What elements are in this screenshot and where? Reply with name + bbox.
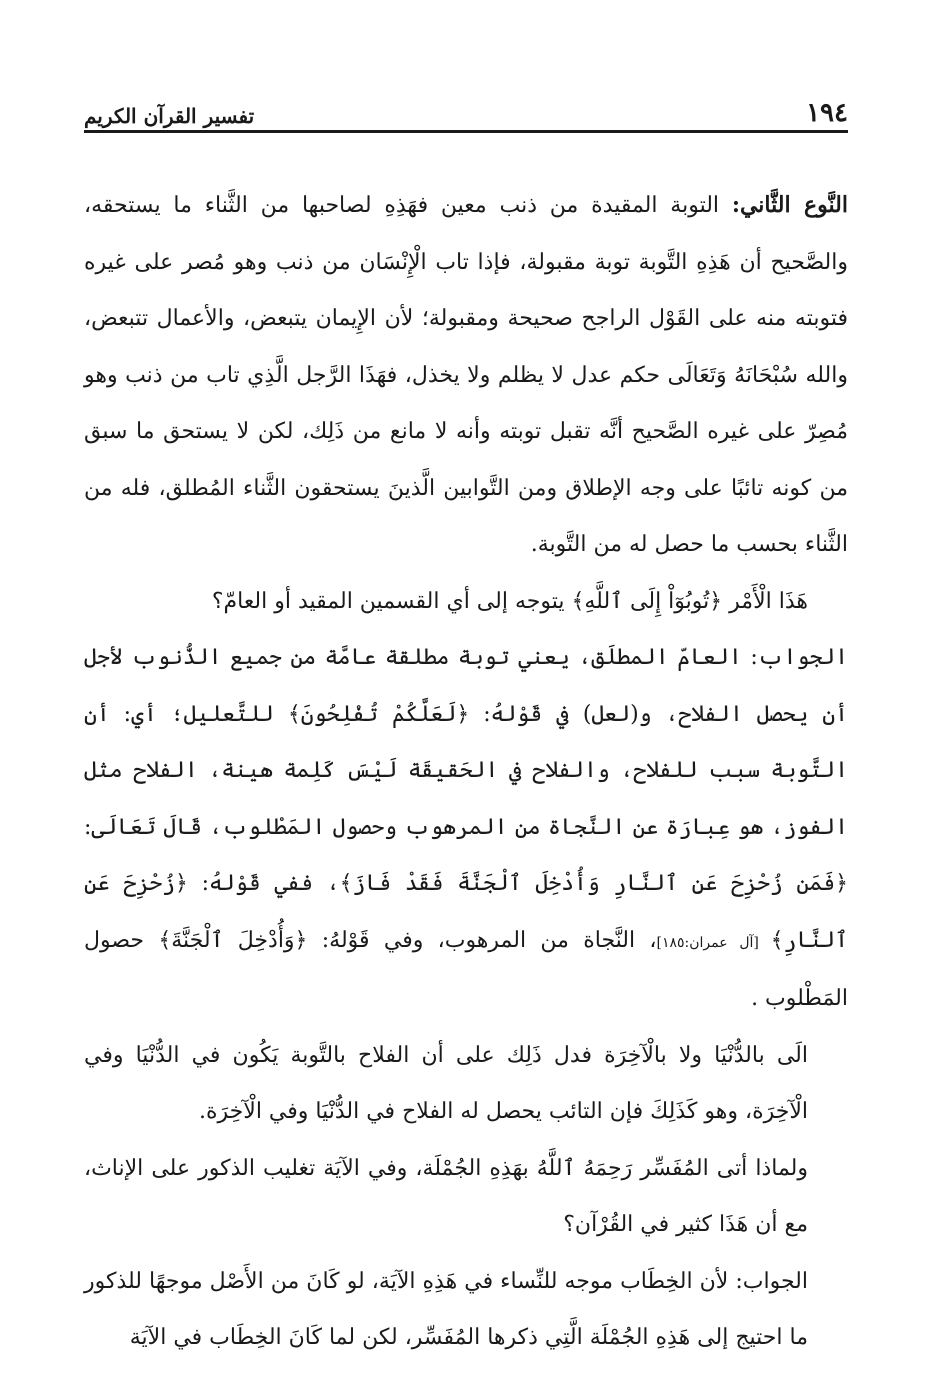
paragraph-text: للتَّعليل؛ أي: أن التَّوبة سبب للفلاح، والفلاح في الحَقيقَة لَيْسَ كَلِمة هينة، الفلاح مثل الفوز، هو عِبارَة عن النَّجاة من المرهوب وحصول المَطْلوب، قَالَ تَعَالَى: xyxy=(84,701,848,840)
page-body xyxy=(84,177,848,1367)
quran-verse: ﴿وَأُدْخِلَ ٱلْجَنَّةَ﴾ xyxy=(158,927,308,953)
paragraph-text: حصول المَطْلوب . xyxy=(84,927,848,1011)
page-number: ١٩٤ xyxy=(806,98,848,128)
quran-verse: ﴿لَعَلَّكُمْ تُفْلِحُونَ﴾ xyxy=(287,701,470,727)
quran-verse: ﴿فَمَن زُحْزِحَ عَنِ ٱلنَّارِ وَأُدْخِلَ ٱلْجَنَّةَ فَقَدْ فَازَ﴾ xyxy=(339,871,848,896)
paragraph-text: ولماذا أتى المُفَسِّر xyxy=(632,1155,808,1181)
section-heading: النَّوع الثَّاني: xyxy=(731,192,848,218)
paragraph-6 xyxy=(84,1254,848,1367)
paragraph-text: التوبة المقيدة من ذنب معين فهَذِهِ لصاحبها من الثَّناء ما يستحقه، والصَّحيح أن هَذِهِ التَّوبة توبة مقبولة، فإذا تاب الْإِنْسَان من ذنب وهو مُصر على غيره فتوبته منه على القَوْل الراجح صحيحة ومقبولة؛ لأن الإِيمان يتبعض، والأعمال تتبعض، والله سُبْحَانَهُ وَتَعَالَى حكم عدل لا يظلم ولا يخذل، فهَذَا الرَّجل الَّذِي تاب من ذنب وهو مُصِرّ على غيره الصَّحيح أنَّه تقبل توبته وأنه لا مانع من ذَلِك، لكن لا يستحق ما سبق من كونه تائبًا على وجه الإطلاق ومن التَّوابين الَّذينَ يستحقون الثَّناء المُطلق، فله من الثَّناء بحسب ما حصل له من التَّوبة. xyxy=(84,193,848,557)
paragraph-text: الَى بالدُّنْيَا ولا بالْآخِرَة فدل ذَلِك على أن الفلاح بالتَّوبة يَكُون في الدُّنْيَا وفي الْآخِرَة، وهو كَذَلِكَ فإن التائب يحصل له الفلاح في الدُّنْيَا وفي الْآخِرَة. xyxy=(84,1042,808,1124)
paragraph-text: الجواب: لأن الخِطَاب موجه للنِّساء في هَذِهِ الآيَة، لو كَانَ من الأَصْل موجهًا للذكور ما احتيج إلى هَذِهِ الجُمْلَة الَّتِي ذكرها المُفَسِّر، لكن لما كَانَ الخِطَاب في الآيَة xyxy=(84,1268,808,1350)
paragraph-2 xyxy=(84,574,848,631)
paragraph-text: بهَذِهِ الجُمْلَة، وفي الآيَة تغليب الذكور على الإناث، مع أن هَذَا كثير في القُرْآن؟ xyxy=(84,1155,808,1237)
paragraph-4 xyxy=(84,1028,848,1141)
page-header xyxy=(84,88,848,133)
paragraph-text: الجواب: العامّ المطلَق، يعني توبة مطلقة عامَّة من جميع الذُّنوب لأجل أن يحصل الفلاح، و(لعل) في قَوْلهُ: xyxy=(84,645,848,727)
quran-verse: ﴿زُحْزِحَ عَنِ ٱلنَّارِ﴾ xyxy=(84,871,848,953)
paragraph-text: ، ففي قَوْلهُ: xyxy=(187,871,340,896)
honorific: رَحِمَهُ ٱللَّهُ xyxy=(536,1155,633,1181)
paragraph-1 xyxy=(84,177,848,574)
paragraph-5 xyxy=(84,1141,848,1254)
paragraph-text: ، النَّجاة من المرهوب، وفي قَوْلهُ: xyxy=(307,927,657,953)
paragraph-3 xyxy=(84,630,848,1028)
verse-reference: [آل عمران:١٨٥] xyxy=(656,934,771,951)
running-title: تفسير القرآن الكريم xyxy=(84,104,255,128)
quran-verse: ﴿تُوبُوٓاْ إِلَى ٱللَّهِ﴾ xyxy=(571,588,723,614)
paragraph-text: هَذَا الْأَمْر xyxy=(722,588,808,614)
paragraph-text: يتوجه إلى أي القسمين المقيد أو العامّ؟ xyxy=(211,588,572,614)
